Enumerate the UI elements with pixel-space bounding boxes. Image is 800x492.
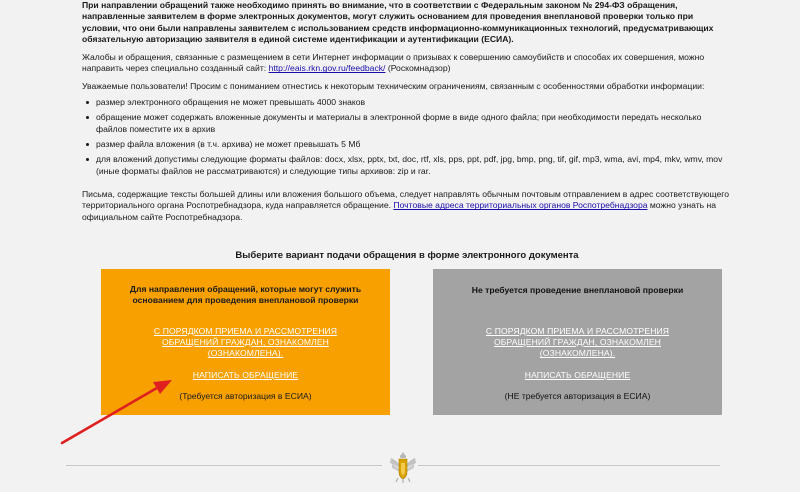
no-inspection-card: [433, 269, 722, 415]
no-inspection-procedure-link[interactable]: С ПОРЯДКОМ ПРИЕМА И РАССМОТРЕНИЯ ОБРАЩЕНИЙ ГРАЖДАН, ОЗНАКОМЛЕН (ОЗНАКОМЛЕНА).: [485, 326, 670, 359]
limits-list: [82, 97, 732, 181]
list-item: размер файла вложения (в т.ч. архива) не может превышать 5 Мб: [82, 139, 732, 150]
no-inspection-write-button[interactable]: НАПИСАТЬ ОБРАЩЕНИЕ: [524, 370, 631, 380]
no-inspection-auth-note: (НЕ требуется авторизация в ЕСИА): [504, 391, 651, 401]
inspection-auth-note: (Требуется авторизация в ЕСИА): [179, 391, 312, 401]
inspection-card-title: Для направления обращений, которые могут служить основанием для проведения внеплановой проверки: [129, 284, 362, 306]
list-item: обращение может содержать вложенные документы и материалы в электронной форме в виде одного файла; при необходимости передать несколько файлов поместите их в архив: [82, 112, 732, 135]
eais-feedback-link[interactable]: http://eais.rkn.gov.ru/feedback/: [268, 63, 386, 74]
list-item: размер электронного обращения не может превышать 4000 знаков: [82, 97, 732, 108]
footer-divider-right: [418, 465, 720, 466]
rospotrebnadzor-emblem-icon: [388, 448, 418, 484]
choose-variant-heading: Выберите вариант подачи обращения в форме электронного документа: [235, 250, 579, 261]
postal-addresses-link[interactable]: Почтовые адреса территориальных органов Роспотребнадзора: [393, 200, 648, 211]
letters-paragraph: [82, 189, 732, 223]
complaints-paragraph: [82, 52, 732, 75]
inspection-card: [101, 269, 390, 415]
attention-paragraph: Уважаемые пользователи! Просим с пониманием отнестись к некоторым техническим ограничениям, связанным с особенностями обработки информации:: [82, 81, 705, 91]
inspection-write-button[interactable]: НАПИСАТЬ ОБРАЩЕНИЕ: [192, 370, 299, 380]
letters-text: Письма, содержащие тексты большей длины или вложения большого объема, следует направлять обычным почтовым отправлением в адрес соответствующего территориального органа Роспотребнадзора, куда направляется обращение.: [82, 189, 730, 211]
intro-notice: При направлении обращений также необходимо принять во внимание, что в соответствии с Федеральным законом № 294-ФЗ обращения, направленные заявителем в форме электронных документов, могут служить основанием для проведения внеплановой проверки только при условии, что они были направлены заявителем с использованием средств информационно-коммуникационных технологий, предусматривающих обязательную авторизацию заявителя в единой системе идентификации и аутентификации (ЕСИА).: [82, 0, 714, 45]
complaints-suffix: (Роскомнадзор): [385, 63, 451, 74]
complaints-text: Жалобы и обращения, связанные с размещением в сети Интернет информации о призывах к совершению самоубийств и способах их совершения, можно направить через специально созданный сайт:: [82, 52, 705, 74]
footer-divider-left: [66, 465, 382, 466]
letters-suffix: можно узнать на официальном сайте Роспотребнадзора.: [82, 200, 717, 222]
list-item: для вложений допустимы следующие форматы файлов: docx, xlsx, pptx, txt, doc, rtf, xls, pps, ppt, pdf, jpg, bmp, png, tif, gif, mp3, wma, avi, mp4, mkv, wmv, mov (иные форматы файлов не рассматриваются) и следующие типы архивов: zip и rar.: [82, 154, 732, 177]
no-inspection-card-title: Не требуется проведение внеплановой проверки: [471, 285, 684, 295]
inspection-procedure-link[interactable]: С ПОРЯДКОМ ПРИЕМА И РАССМОТРЕНИЯ ОБРАЩЕНИЙ ГРАЖДАН, ОЗНАКОМЛЕН (ОЗНАКОМЛЕНА).: [153, 326, 338, 359]
